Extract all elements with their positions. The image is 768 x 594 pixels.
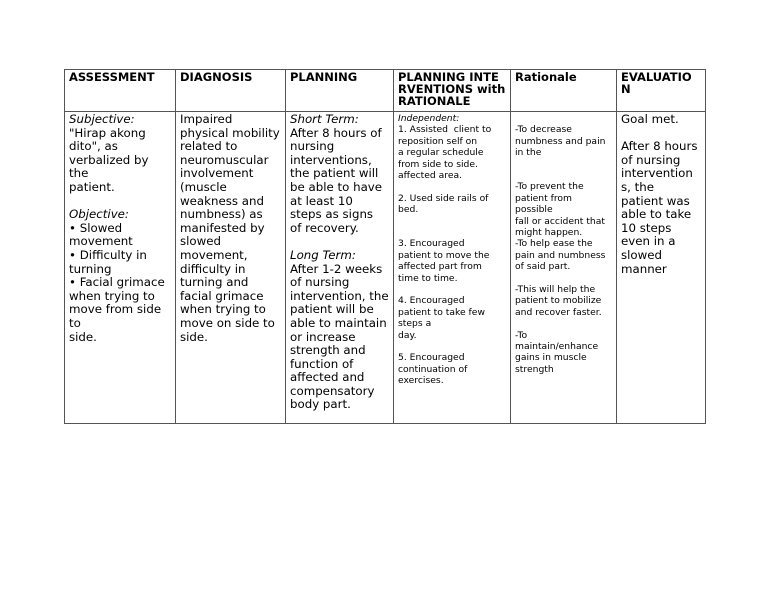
text-line: After 1-2 weeks: [290, 261, 383, 276]
text-line: movement,: [180, 247, 248, 262]
evaluation-cell: [617, 112, 706, 424]
text-line: 5. Encouraged: [398, 352, 465, 364]
planning-cell: [286, 112, 394, 424]
text-line: dito", as: [69, 139, 118, 154]
text-line: the patient will: [290, 166, 379, 181]
text-line: numbness and pain: [515, 135, 606, 147]
text-line: -This will help the: [515, 284, 596, 296]
intervention-item-5: [398, 352, 506, 386]
text-line: from side to side.: [398, 158, 478, 170]
goal-met: Goal met.: [621, 112, 679, 126]
intervention-item-4: [398, 295, 506, 341]
text-line: steps as signs: [290, 207, 374, 222]
text-line: might happen.: [515, 227, 583, 239]
text-line: gains in muscle: [515, 352, 587, 364]
text-line: patient.: [69, 179, 115, 194]
header-planning-interventions: PLANNING INTERVENTIONS with RATIONALE: [394, 70, 511, 112]
intervention-item-2: [398, 193, 506, 216]
text-line: 2. Used side rails of: [398, 192, 489, 204]
text-line: when trying to: [69, 288, 155, 303]
text-line: (muscle: [180, 179, 227, 194]
text-line: reposition self on: [398, 135, 478, 147]
rationale-item-2: [515, 181, 612, 238]
text-line: maintain/enhance: [515, 341, 599, 353]
text-line: nursing: [290, 139, 335, 154]
text-line: 3. Encouraged: [398, 238, 465, 250]
text-line: side.: [180, 329, 208, 344]
text-line: at least 10: [290, 193, 353, 208]
text-line: patient will be: [290, 302, 374, 317]
text-line: of said part.: [515, 261, 571, 273]
text-line: turning and: [180, 275, 249, 290]
text-line: affected part from: [398, 261, 482, 273]
short-term-text: [290, 127, 389, 236]
text-line: slowed: [621, 247, 663, 262]
text-line: in the: [515, 147, 542, 159]
text-line: bed.: [398, 204, 419, 216]
text-line: involvement: [180, 166, 254, 181]
text-line: "Hirap akong: [69, 125, 146, 140]
text-line: patient to mobilize: [515, 295, 602, 307]
text-line: patient from: [515, 192, 572, 204]
text-line: steps a: [398, 318, 432, 330]
text-line: verbalized by: [69, 152, 149, 167]
text-line: interventions,: [290, 152, 372, 167]
text-line: slowed: [180, 234, 222, 249]
header-assessment: ASSESSMENT: [65, 70, 176, 112]
text-line: patient to move the: [398, 249, 490, 261]
text-line: -To decrease: [515, 124, 572, 136]
text-line: s, the: [621, 179, 655, 194]
text-line: • Slowed: [69, 220, 123, 235]
text-line: physical mobility: [180, 125, 280, 140]
text-line: to: [69, 315, 81, 330]
text-line: or increase: [290, 329, 356, 344]
rationale-cell: [511, 112, 617, 424]
text-line: patient was: [621, 193, 690, 208]
text-line: be able to have: [290, 179, 383, 194]
text-line: Impaired: [180, 112, 233, 126]
text-line: After 8 hours of: [290, 125, 382, 140]
text-line: continuation of: [398, 363, 468, 375]
text-line: move on side to: [180, 315, 275, 330]
text-line: numbness) as: [180, 207, 263, 222]
long-term-text: [290, 263, 389, 413]
text-line: • Difficulty in: [69, 247, 147, 262]
text-line: day.: [398, 329, 417, 341]
subjective-text: [69, 127, 171, 195]
text-line: After 8 hours: [621, 139, 698, 154]
care-plan-table: [64, 69, 706, 424]
text-line: fall or accident that: [515, 215, 605, 227]
text-line: strength: [515, 363, 554, 375]
diagnosis-text: [180, 113, 281, 344]
text-line: related to: [180, 139, 238, 154]
rationale-item-1: [515, 124, 612, 158]
text-line: a regular schedule: [398, 147, 484, 159]
text-line: affected area.: [398, 170, 463, 182]
text-line: facial grimace: [180, 288, 264, 303]
evaluation-text: [621, 140, 701, 276]
text-line: body part.: [290, 397, 351, 412]
header-diagnosis: DIAGNOSIS: [176, 70, 286, 112]
text-line: neuromuscular: [180, 152, 269, 167]
text-line: function of: [290, 356, 354, 371]
text-line: compensatory: [290, 383, 375, 398]
text-line: the: [69, 166, 89, 181]
text-line: able to maintain: [290, 315, 387, 330]
text-line: of recovery.: [290, 220, 359, 235]
rationale-item-3: [515, 238, 612, 272]
rationale-item-5: [515, 330, 612, 376]
text-line: pain and numbness: [515, 249, 606, 261]
intervention-item-3: [398, 238, 506, 284]
objective-text: [69, 222, 171, 344]
subjective-label: Subjective:: [69, 112, 135, 126]
short-term-label: Short Term:: [290, 112, 359, 126]
header-evaluation: EVALUATION: [617, 70, 706, 112]
text-line: affected and: [290, 370, 365, 385]
text-line: 4. Encouraged: [398, 295, 465, 307]
interventions-cell: [394, 112, 511, 424]
text-line: strength and: [290, 343, 366, 358]
text-line: turning: [69, 261, 112, 276]
rationale-item-4: [515, 284, 612, 318]
objective-label: Objective:: [69, 207, 129, 222]
intervention-item-1: [398, 124, 506, 181]
header-planning: PLANNING: [286, 70, 394, 112]
text-line: intervention, the: [290, 288, 389, 303]
text-line: -To prevent the: [515, 181, 584, 193]
content-row: [65, 112, 706, 424]
text-line: of nursing: [290, 275, 350, 290]
text-line: weakness and: [180, 193, 264, 208]
text-line: manner: [621, 261, 667, 276]
text-line: difficulty in: [180, 261, 246, 276]
text-line: exercises.: [398, 375, 444, 387]
text-line: possible: [515, 204, 553, 216]
text-line: patient to take few: [398, 306, 485, 318]
independent-label: Independent:: [398, 113, 460, 124]
diagnosis-cell: [176, 112, 286, 424]
long-term-label: Long Term:: [290, 247, 356, 262]
text-line: • Facial grimace: [69, 275, 165, 290]
text-line: able to take: [621, 207, 692, 222]
text-line: of nursing: [621, 152, 681, 167]
text-line: side.: [69, 329, 97, 344]
text-line: manifested by: [180, 220, 265, 235]
text-line: when trying to: [180, 302, 266, 317]
text-line: even in a: [621, 234, 676, 249]
header-rationale: Rationale: [511, 70, 617, 112]
text-line: move from side: [69, 302, 162, 317]
text-line: intervention: [621, 166, 693, 181]
text-line: -To: [515, 329, 528, 341]
assessment-cell: [65, 112, 176, 424]
text-line: 1. Assisted client to: [398, 124, 492, 136]
text-line: 10 steps: [621, 220, 672, 235]
text-line: -To help ease the: [515, 238, 593, 250]
header-row: [65, 70, 706, 112]
text-line: time to time.: [398, 272, 458, 284]
text-line: and recover faster.: [515, 306, 602, 318]
text-line: movement: [69, 234, 133, 249]
